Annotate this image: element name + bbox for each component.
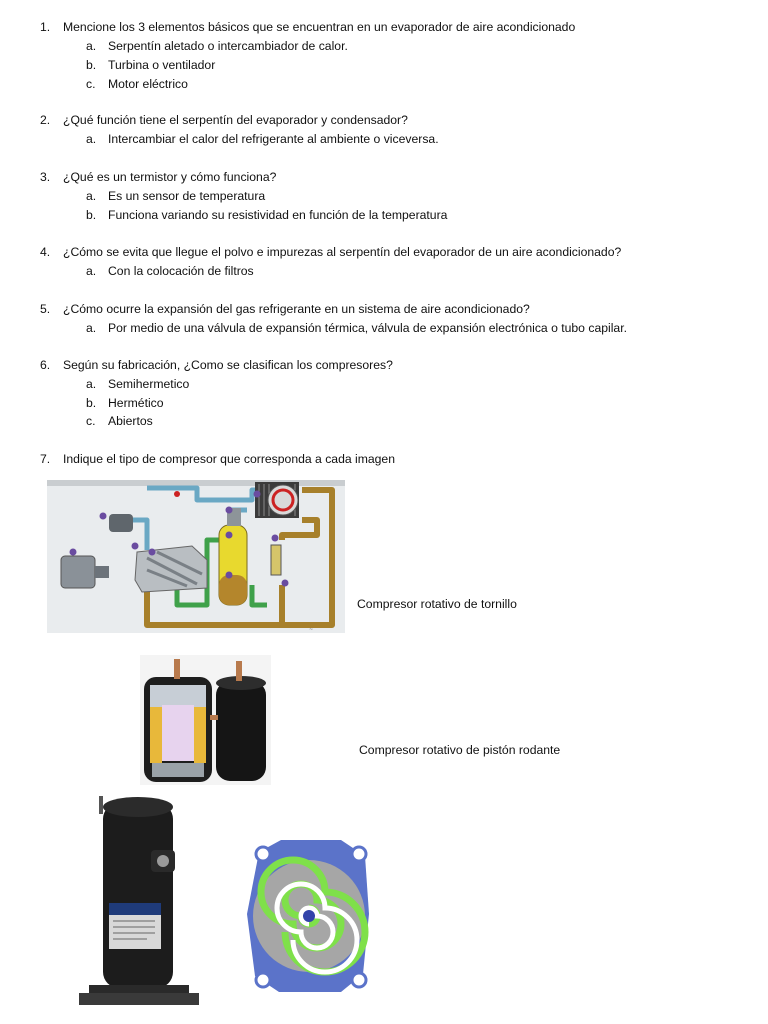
rolling-piston-compressor-svg — [140, 655, 271, 785]
question-text: ¿Qué es un termistor y cómo funciona? — [63, 170, 277, 184]
question-text: ¿Cómo ocurre la expansión del gas refrigerante en un sistema de aire acondicionado? — [63, 302, 530, 316]
question-number: 2. — [40, 113, 51, 127]
answer-label: a. — [86, 189, 97, 203]
answer-label: a. — [86, 377, 97, 391]
question-number: 6. — [40, 358, 51, 372]
question-text: ¿Qué función tiene el serpentín del evaporador y condensador? — [63, 113, 408, 127]
screw-compressor-diagram-svg — [47, 480, 345, 633]
caption-rolling-piston-compressor: Compresor rotativo de pistón rodante — [359, 743, 561, 757]
question-text: Indique el tipo de compresor que corresponda a cada imagen — [63, 452, 395, 466]
question-number: 3. — [40, 170, 51, 184]
scroll-spiral-svg — [241, 834, 379, 997]
answer-label: b. — [86, 208, 97, 222]
question-text: Según su fabricación, ¿Como se clasifican los compresores? — [63, 358, 393, 372]
scroll-compressor-svg — [75, 795, 207, 1017]
answer-text: Motor eléctrico — [108, 77, 188, 91]
caption-screw-compressor: Compresor rotativo de tornillo — [357, 597, 517, 611]
question-text: Mencione los 3 elementos básicos que se encuentran en un evaporador de aire acondicionado — [63, 20, 576, 34]
answer-text: Serpentín aletado o intercambiador de calor. — [108, 39, 348, 53]
screw-compressor-diagram — [47, 480, 345, 633]
question-text: ¿Cómo se evita que llegue el polvo e impurezas al serpentín del evaporador de un aire acondicionado? — [63, 245, 622, 259]
answer-text: Semihermetico — [108, 377, 190, 391]
answer-label: a. — [86, 132, 97, 146]
rolling-piston-compressor-image — [140, 655, 271, 785]
answer-text: Funciona variando su resistividad en función de la temperatura — [108, 208, 448, 222]
answer-text: Turbina o ventilador — [108, 58, 216, 72]
answer-text: Por medio de una válvula de expansión térmica, válvula de expansión electrónica o tubo capilar. — [108, 321, 627, 335]
question-number: 4. — [40, 245, 51, 259]
answer-label: c. — [86, 77, 96, 91]
answer-text: Abiertos — [108, 414, 153, 428]
answer-label: b. — [86, 396, 97, 410]
question-number: 1. — [40, 20, 51, 34]
question-number: 5. — [40, 302, 51, 316]
answer-label: a. — [86, 264, 97, 278]
svg-text:~: ~ — [309, 627, 314, 633]
answer-text: Intercambiar el calor del refrigerante al ambiente o viceversa. — [108, 132, 439, 146]
scroll-spiral-image — [241, 834, 379, 997]
answer-label: c. — [86, 414, 96, 428]
question-number: 7. — [40, 452, 51, 466]
answer-text: Hermético — [108, 396, 164, 410]
answer-text: Es un sensor de temperatura — [108, 189, 266, 203]
answer-label: b. — [86, 58, 97, 72]
answer-label: a. — [86, 321, 97, 335]
scroll-compressor-image — [75, 795, 207, 1017]
answer-label: a. — [86, 39, 97, 53]
answer-text: Con la colocación de filtros — [108, 264, 254, 278]
